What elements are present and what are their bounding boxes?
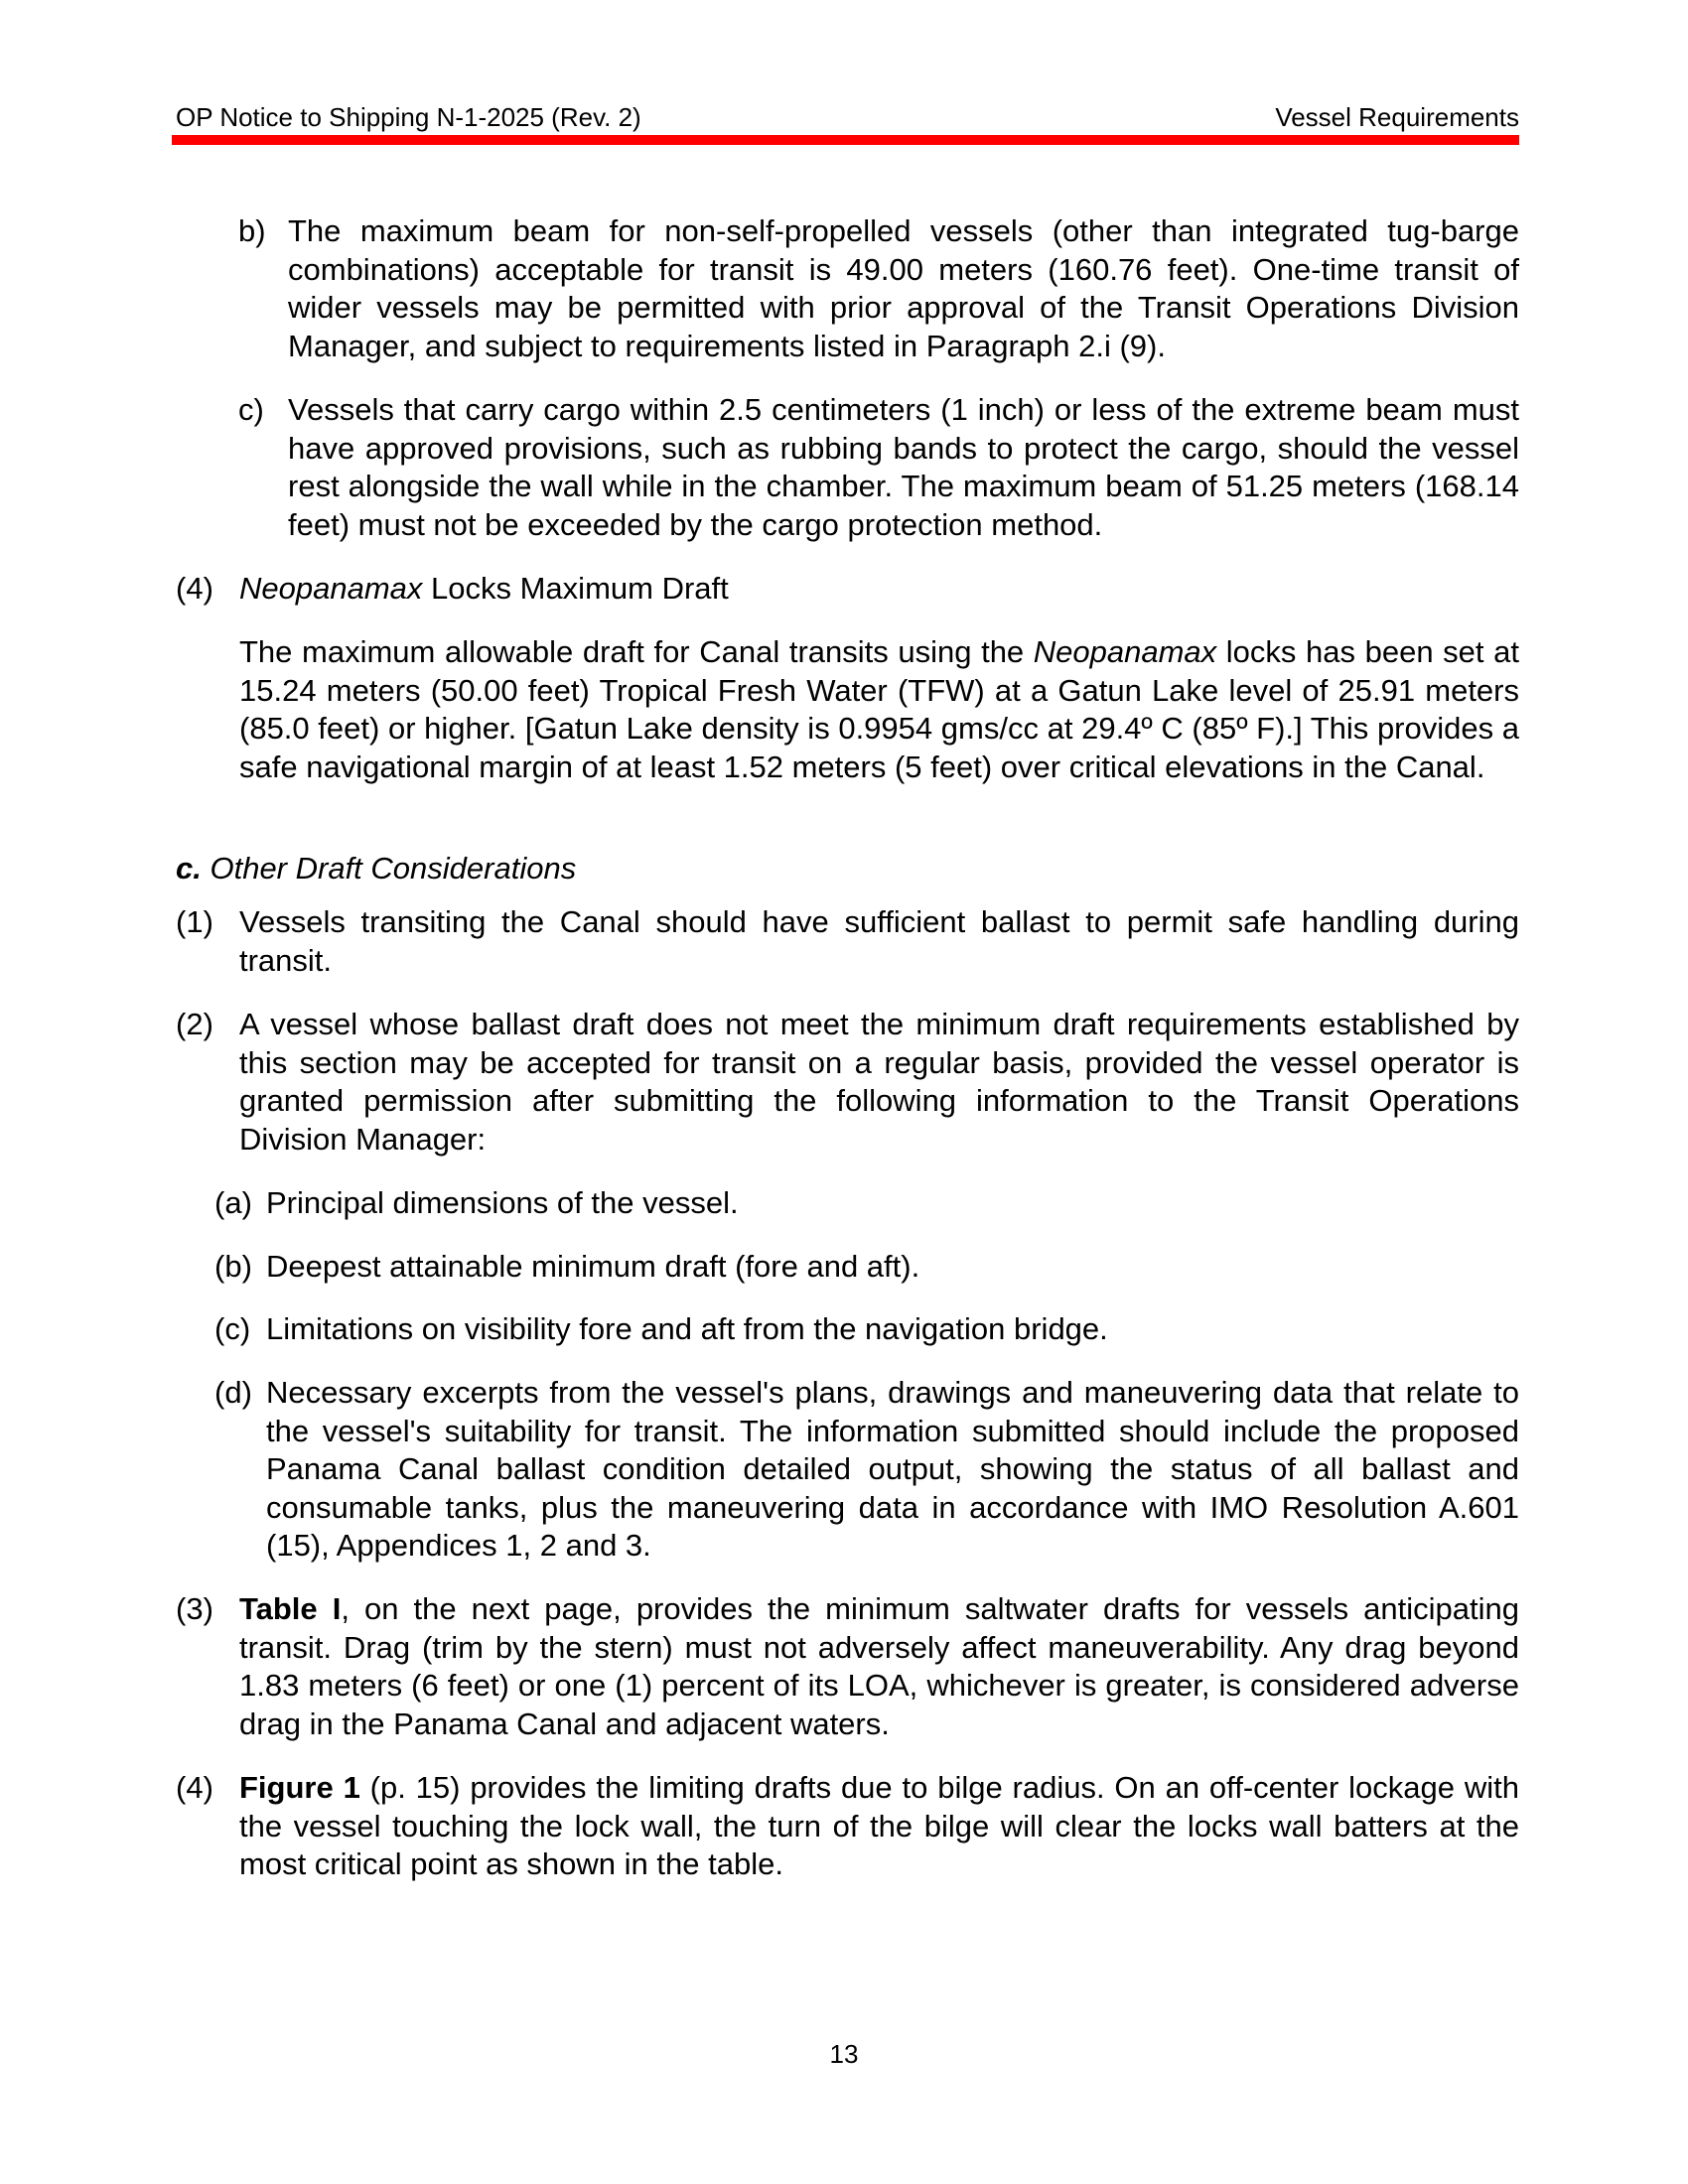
- c4-text-rest: (p. 15) provides the limiting drafts due to bilge radius. On an off-center lockage with the vessel touching the lock wall, the turn of the bilge will clear the locks wall batters at the most critical point as shown in the table.: [239, 1770, 1519, 1881]
- section-c-label: c.: [176, 851, 202, 886]
- figure-1-reference: Figure 1: [239, 1770, 360, 1805]
- c3-text-rest: , on the next page, provides the minimum saltwater drafts for vessels anticipating transit. Drag (trim by the stern) must not adversely affect maneuverability. Any drag beyond 1.83 meters (6 feet) or one (1) percent of its LOA, whichever is greater, is considered adverse drag in the Panama Canal and adjacent waters.: [239, 1591, 1519, 1741]
- item-4-heading-italic: Neopanamax: [239, 571, 423, 606]
- item-b-label: b): [238, 213, 266, 248]
- c1-label: (1): [176, 904, 213, 939]
- item-4-paragraph: [239, 633, 1519, 786]
- c2a-text: Principal dimensions of the vessel.: [266, 1185, 739, 1220]
- item-4-heading: [239, 570, 1519, 609]
- item-4-paragraph-italic: Neopanamax: [1033, 634, 1217, 669]
- section-c-heading: [176, 850, 1519, 888]
- item-4-heading-rest: Locks Maximum Draft: [422, 571, 729, 606]
- c3-text: [239, 1590, 1519, 1743]
- c2d-text: Necessary excerpts from the vessel's plans, drawings and maneuvering data that relate to the vessel's suitability for transit. The information submitted should include the proposed Panama Canal ballast condition detailed output, showing the status of all ballast and consumable tanks, plus the maneuvering data in accordance with IMO Resolution A.601 (15), Appendices 1, 2 and 3.: [266, 1375, 1519, 1563]
- section-c-title: Other Draft Considerations: [201, 851, 577, 886]
- c2c-text: Limitations on visibility fore and aft from the navigation bridge.: [266, 1311, 1108, 1346]
- item-4-label: (4): [176, 571, 213, 606]
- page-number: 13: [829, 2039, 859, 2069]
- c2-label: (2): [176, 1007, 213, 1041]
- header-left-title: OP Notice to Shipping N-1-2025 (Rev. 2): [176, 102, 641, 132]
- item-c-label: c): [238, 392, 264, 427]
- header-right-title: Vessel Requirements: [1275, 102, 1519, 132]
- table-i-reference: Table I: [239, 1591, 342, 1626]
- header-rule: [172, 135, 1519, 145]
- c2d-label: (d): [214, 1375, 252, 1410]
- c1-text: Vessels transiting the Canal should have sufficient ballast to permit safe handling during transit.: [239, 904, 1519, 978]
- c3-label: (3): [176, 1591, 213, 1626]
- c2b-text: Deepest attainable minimum draft (fore and aft).: [266, 1249, 920, 1284]
- item-b-text: The maximum beam for non-self-propelled vessels (other than integrated tug-barge combinations) acceptable for transit is 49.00 meters (160.76 feet). One-time transit of wider vessels may be permitted with prior approval of the Transit Operations Division Manager, and subject to requirements listed in Paragraph 2.i (9).: [288, 213, 1519, 363]
- c2a-label: (a): [214, 1185, 252, 1220]
- c4-label: (4): [176, 1770, 213, 1805]
- c4-text: [239, 1769, 1519, 1884]
- c2b-label: (b): [214, 1249, 252, 1284]
- c2c-label: (c): [214, 1311, 251, 1346]
- item-4-paragraph-part1: The maximum allowable draft for Canal transits using the: [239, 634, 1034, 669]
- item-c-text: Vessels that carry cargo within 2.5 centimeters (1 inch) or less of the extreme beam must have approved provisions, such as rubbing bands to protect the cargo, should the vessel rest alongside the wall while in the chamber. The maximum beam of 51.25 meters (168.14 feet) must not be exceeded by the cargo protection method.: [288, 392, 1519, 542]
- c2-text: A vessel whose ballast draft does not meet the minimum draft requirements established by this section may be accepted for transit on a regular basis, provided the vessel operator is granted permission after submitting the following information to the Transit Operations Division Manager:: [239, 1007, 1519, 1157]
- item-4-paragraph-part2: locks has been set at 15.24 meters (50.00 feet) Tropical Fresh Water (TFW) at a Gatun Lake level of 25.91 meters (85.0 feet) or higher. [Gatun Lake density is 0.9954 gms/cc at 29.4º C (85º F).] This provides a safe navigational margin of at least 1.52 meters (5 feet) over critical elevations in the Canal.: [239, 634, 1519, 784]
